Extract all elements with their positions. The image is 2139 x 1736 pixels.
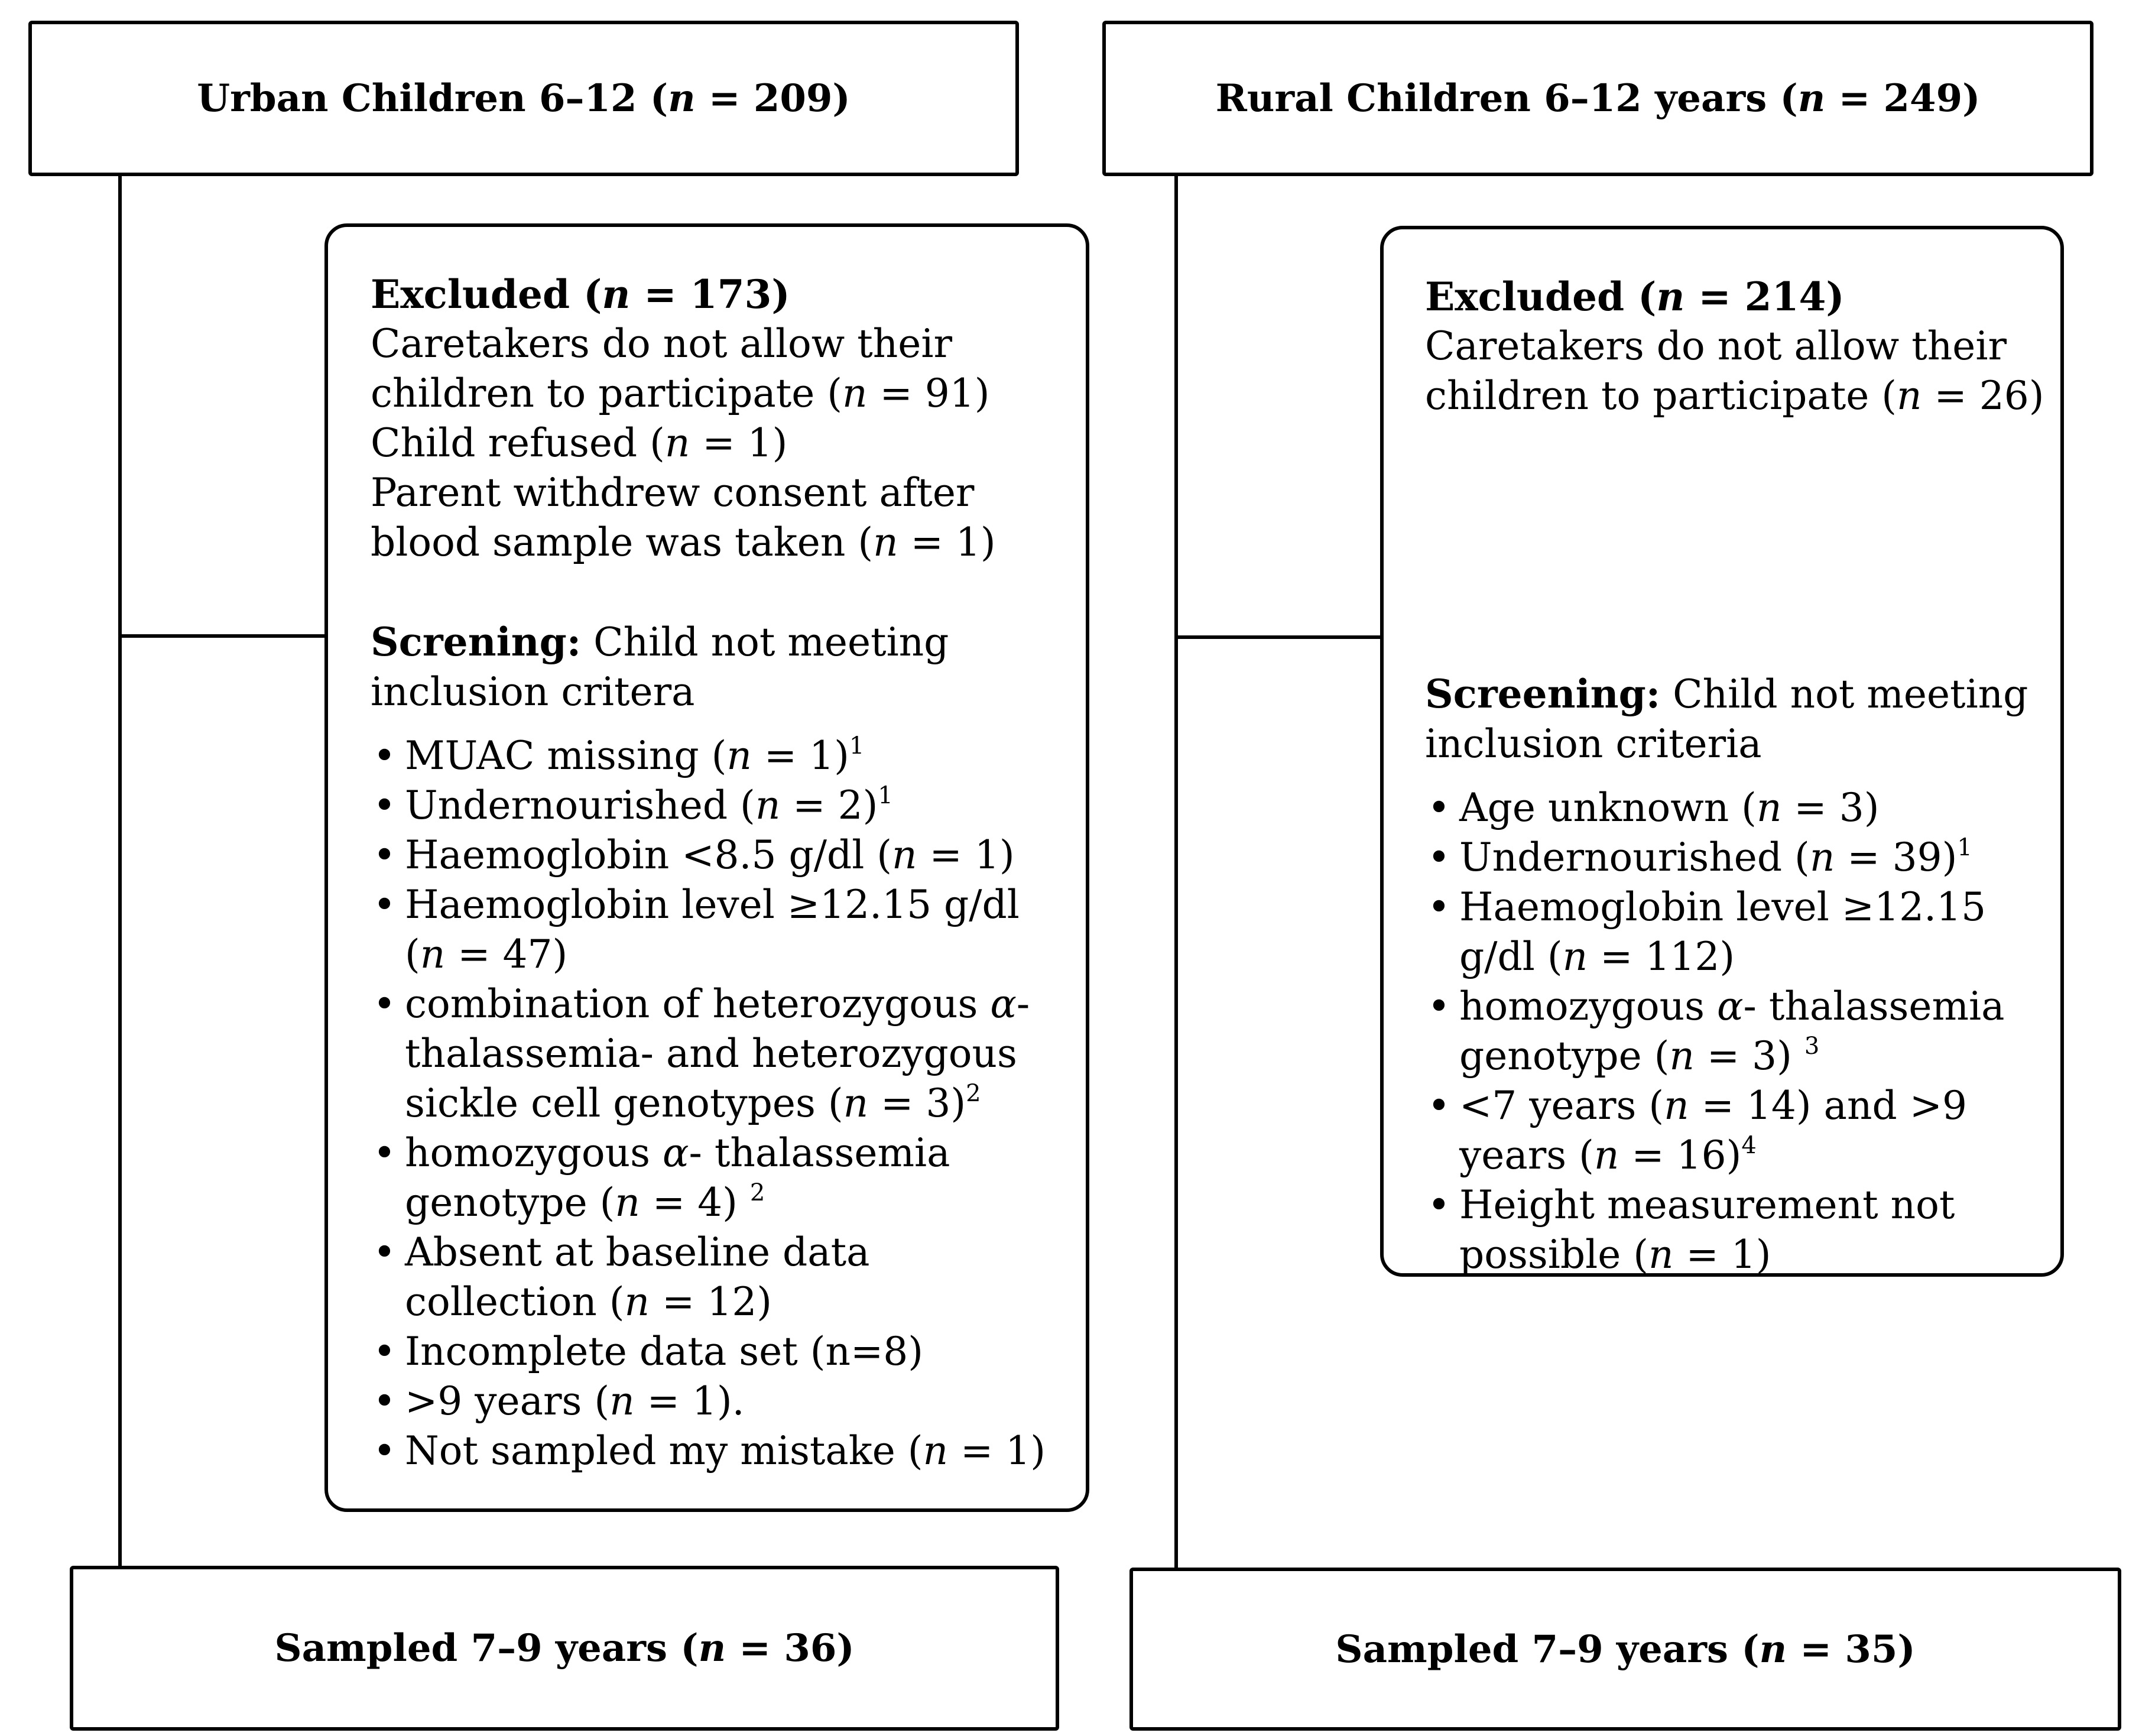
footnote-marker: 1: [878, 782, 893, 809]
urban-children-title: Urban Children 6–12 (n = 209): [197, 76, 851, 121]
rural-children-box: [1102, 21, 2093, 176]
rural-sampled-title: Sampled 7–9 years (n = 35): [1335, 1627, 1916, 1672]
urban-sampled-box: [70, 1566, 1059, 1731]
urban-screening-subtext: inclusion critera: [371, 669, 695, 715]
footnote-marker: 3: [1804, 1033, 1820, 1060]
list-item: • homozygous α- thalassemia genotype (n = 3) $^3$: [1425, 982, 2052, 1081]
rural-exclusion-line: Caretakers do not allow their: [1425, 323, 2007, 369]
rural-screening-heading: Screening: Child not meeting: [1425, 671, 2028, 717]
list-item: • >9 years (n = 1).: [371, 1377, 1068, 1426]
list-item: • Undernourished (n = 39)$^1$: [1425, 833, 2052, 882]
list-item: • <7 years (n = 14) and >9 years (n = 16)$^4$: [1425, 1081, 2052, 1180]
list-item: • Undernourished (n = 2)$^1$: [371, 781, 1068, 830]
footnote-marker: 1: [1957, 834, 1972, 861]
list-item: • Haemoglobin level ≥12.15 g/dl (n = 47): [371, 880, 1068, 979]
rural-sampled-box: [1129, 1568, 2121, 1731]
list-item: • homozygous α- thalassemia genotype (n = 4) $^2$: [371, 1128, 1068, 1228]
list-item: • Not sampled my mistake (n = 1): [371, 1426, 1068, 1476]
urban-excluded-heading: Excluded (n = 173): [371, 271, 790, 317]
urban-exclusion-line: Caretakers do not allow their: [371, 321, 953, 366]
list-item: • Age unknown (n = 3): [1425, 783, 2052, 833]
urban-excluded-content: [371, 270, 1068, 1476]
urban-screening-heading: Screning: Child not meeting: [371, 619, 949, 665]
list-item: • Haemoglobin <8.5 g/dl (n = 1): [371, 830, 1068, 880]
rural-screening-subtext: inclusion criteria: [1425, 721, 1762, 767]
rural-vertical-connector: [1174, 174, 1178, 1569]
rural-excluded-heading: Excluded (n = 214): [1425, 274, 1845, 320]
urban-children-box: [28, 21, 1019, 176]
list-item: • Absent at baseline data collection (n = 12): [371, 1228, 1068, 1327]
urban-exclusion-line: Child refused (n = 1): [371, 420, 788, 466]
urban-exclusion-line: blood sample was taken (n = 1): [371, 520, 996, 565]
list-item: • Incomplete data set (n=8): [371, 1327, 1068, 1377]
list-item: • Height measurement not possible (n = 1): [1425, 1180, 2052, 1280]
footnote-marker: 2: [749, 1179, 765, 1206]
urban-criteria-list: [371, 731, 1068, 1476]
urban-sampled-title: Sampled 7–9 years (n = 36): [274, 1626, 855, 1670]
list-item: • Haemoglobin level ≥12.15 g/dl (n = 112): [1425, 882, 2052, 982]
urban-vertical-connector: [118, 174, 122, 1569]
list-item: • MUAC missing (n = 1)$^1$: [371, 731, 1068, 781]
list-item: • combination of heterozygous α- thalassemia- and heterozygous sickle cell genotypes (n = 3)$^2$: [371, 979, 1068, 1128]
rural-excluded-content: [1425, 272, 2052, 1280]
urban-horizontal-connector: [118, 634, 326, 638]
rural-horizontal-connector: [1174, 635, 1381, 639]
footnote-marker: 1: [849, 732, 865, 760]
footnote-marker: 2: [966, 1080, 981, 1107]
urban-exclusion-line: Parent withdrew consent after: [371, 470, 975, 515]
footnote-marker: 4: [1741, 1132, 1757, 1159]
rural-exclusion-line: children to participate (n = 26): [1425, 373, 2044, 418]
rural-children-title: Rural Children 6–12 years (n = 249): [1215, 76, 1981, 121]
urban-exclusion-line: children to participate (n = 91): [371, 371, 990, 416]
rural-criteria-list: [1425, 783, 2052, 1280]
